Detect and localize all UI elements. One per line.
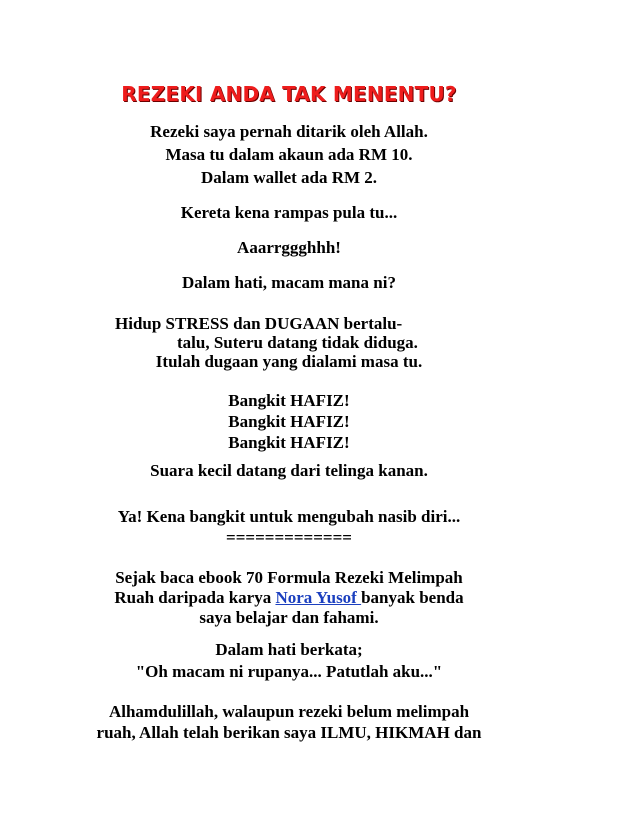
p3: Aaarrggghhh! [237,238,341,257]
p9-line3: saya belajar dan fahami. [199,608,379,627]
p10-line2: "Oh macam ni rupanya... Patutlah aku..." [135,662,443,681]
p6-line3: Bangkit HAFIZ! [228,433,350,452]
p4: Dalam hati, macam mana ni? [182,273,396,292]
separator: ============= [226,528,352,547]
page-title: REZEKI ANDA TAK MENENTU? [121,82,457,106]
p1-line3: Dalam wallet ada RM 2. [200,168,378,187]
author-link[interactable]: Nora Yusof [275,588,362,607]
p1-line2: Masa tu dalam akaun ada RM 10. [165,145,413,164]
p5-line3: Itulah dugaan yang dialami masa tu. [155,352,423,371]
p7: Suara kecil datang dari telinga kanan. [150,461,428,480]
p6-line1: Bangkit HAFIZ! [228,391,350,410]
p2: Kereta kena rampas pula tu... [180,203,398,222]
p9-line2 [0,588,578,608]
p11-line2: ruah, Allah telah berikan saya ILMU, HIKMAH dan [96,723,482,742]
p5-line1: Hidup STRESS dan DUGAAN bertalu- [115,314,403,333]
p9-line2-before: Ruah daripada karya [114,588,276,607]
p1-line1: Rezeki saya pernah ditarik oleh Allah. [150,122,428,141]
p11-line1: Alhamdulillah, walaupun rezeki belum melimpah [108,702,470,721]
p9-line1: Sejak baca ebook 70 Formula Rezeki Melimpah [115,568,463,587]
p6-line2: Bangkit HAFIZ! [228,412,350,431]
p5-line2: talu, Suteru datang tidak diduga. [177,333,418,352]
p8: Ya! Kena bangkit untuk mengubah nasib diri... [117,507,461,526]
p9-line2-after: banyak benda [361,588,464,607]
p10-line1: Dalam hati berkata; [215,640,363,659]
